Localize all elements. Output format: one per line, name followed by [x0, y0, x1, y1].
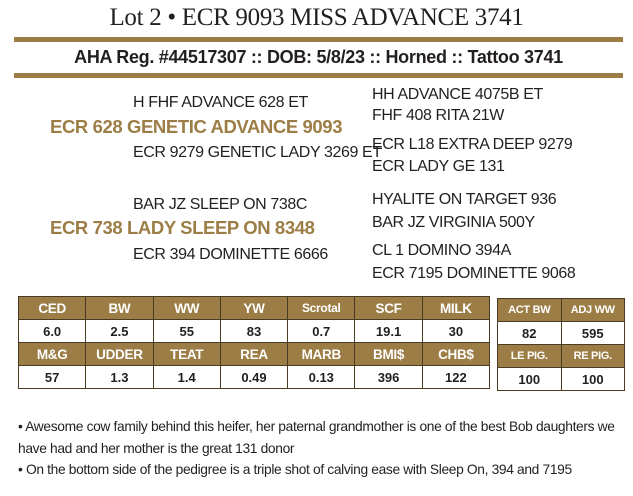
- pedigree-dam: ECR 738 LADY SLEEP ON 8348: [50, 217, 315, 238]
- pedigree-sire: ECR 628 GENETIC ADVANCE 9093: [50, 116, 343, 137]
- epd-header: YW: [220, 297, 287, 320]
- epd-value: 19.1: [355, 320, 422, 343]
- epd-value: 0.13: [288, 366, 355, 389]
- epd-value: 57: [19, 366, 86, 389]
- pedigree-dam-sire: BAR JZ SLEEP ON 738C: [133, 196, 308, 213]
- epd-header: M&G: [19, 343, 86, 366]
- top-rule: [14, 37, 623, 42]
- pedigree-dam-sire-dam: BAR JZ VIRGINIA 500Y: [372, 214, 535, 231]
- epd-header: BW: [86, 297, 153, 320]
- side-header: LE PIG.: [498, 345, 562, 368]
- pedigree-sire-dam-dam: ECR LADY GE 131: [372, 158, 505, 175]
- epd-value: 2.5: [86, 320, 153, 343]
- pedigree-dam-sire-sire: HYALITE ON TARGET 936: [372, 191, 557, 208]
- epd-value: 122: [422, 366, 489, 389]
- side-value-row-2: [498, 368, 625, 391]
- epd-header: WW: [153, 297, 220, 320]
- side-header-row-2: [498, 345, 625, 368]
- epd-header: TEAT: [153, 343, 220, 366]
- side-value: 100: [561, 368, 625, 391]
- epd-header-row-2: [19, 343, 490, 366]
- epd-header: Scrotal: [288, 297, 355, 320]
- epd-value: 396: [355, 366, 422, 389]
- pedigree-sire-sire-dam: FHF 408 RITA 21W: [372, 107, 505, 124]
- epd-value: 6.0: [19, 320, 86, 343]
- epd-header: SCF: [355, 297, 422, 320]
- epd-value: 55: [153, 320, 220, 343]
- side-header-row-1: [498, 299, 625, 322]
- epd-value: 83: [220, 320, 287, 343]
- epd-header: REA: [220, 343, 287, 366]
- lot-title: Lot 2 • ECR 9093 MISS ADVANCE 3741: [109, 4, 524, 31]
- epd-header: MARB: [288, 343, 355, 366]
- epd-value: 0.49: [220, 366, 287, 389]
- epd-value-row-2: [19, 366, 490, 389]
- side-value: 100: [498, 368, 562, 391]
- epd-header: MILK: [422, 297, 489, 320]
- side-header: RE PIG.: [561, 345, 625, 368]
- epd-table: [18, 296, 490, 389]
- epd-value-row-1: [19, 320, 490, 343]
- pedigree-dam-dam-dam: ECR 7195 DOMINETTE 9068: [372, 265, 576, 282]
- pedigree-sire-sire-sire: HH ADVANCE 4075B ET: [372, 86, 543, 103]
- epd-value: 1.4: [153, 366, 220, 389]
- epd-header: CED: [19, 297, 86, 320]
- side-value: 82: [498, 322, 562, 345]
- pedigree-dam-dam-sire: CL 1 DOMINO 394A: [372, 242, 511, 259]
- epd-value: 30: [422, 320, 489, 343]
- epd-value: 1.3: [86, 366, 153, 389]
- note-item: • Awesome cow family behind this heifer, her paternal grandmother is one of the best Bob daughters we have had and her mother is the great 131 donor: [18, 419, 615, 456]
- epd-value: 0.7: [288, 320, 355, 343]
- registration-line: AHA Reg. #44517307 :: DOB: 5/8/23 :: Horned :: Tattoo 3741: [74, 47, 563, 67]
- epd-header-row-1: [19, 297, 490, 320]
- pedigree-sire-dam-sire: ECR L18 EXTRA DEEP 9279: [372, 136, 573, 153]
- epd-header: CHB$: [422, 343, 489, 366]
- note-item: • On the bottom side of the pedigree is a triple shot of calving ease with Sleep On, 394 and 7195: [18, 462, 572, 477]
- side-header: ADJ WW: [561, 299, 625, 322]
- weights-pigment-table: [497, 298, 625, 391]
- pedigree-dam-dam: ECR 394 DOMINETTE 6666: [133, 246, 328, 263]
- side-value-row-1: [498, 322, 625, 345]
- side-header: ACT BW: [498, 299, 562, 322]
- pedigree-sire-sire: H FHF ADVANCE 628 ET: [133, 94, 308, 111]
- epd-header: UDDER: [86, 343, 153, 366]
- lot-notes: [18, 416, 624, 481]
- bottom-rule: [14, 73, 623, 78]
- epd-header: BMI$: [355, 343, 422, 366]
- pedigree-sire-dam: ECR 9279 GENETIC LADY 3269 ET: [133, 144, 382, 161]
- side-value: 595: [561, 322, 625, 345]
